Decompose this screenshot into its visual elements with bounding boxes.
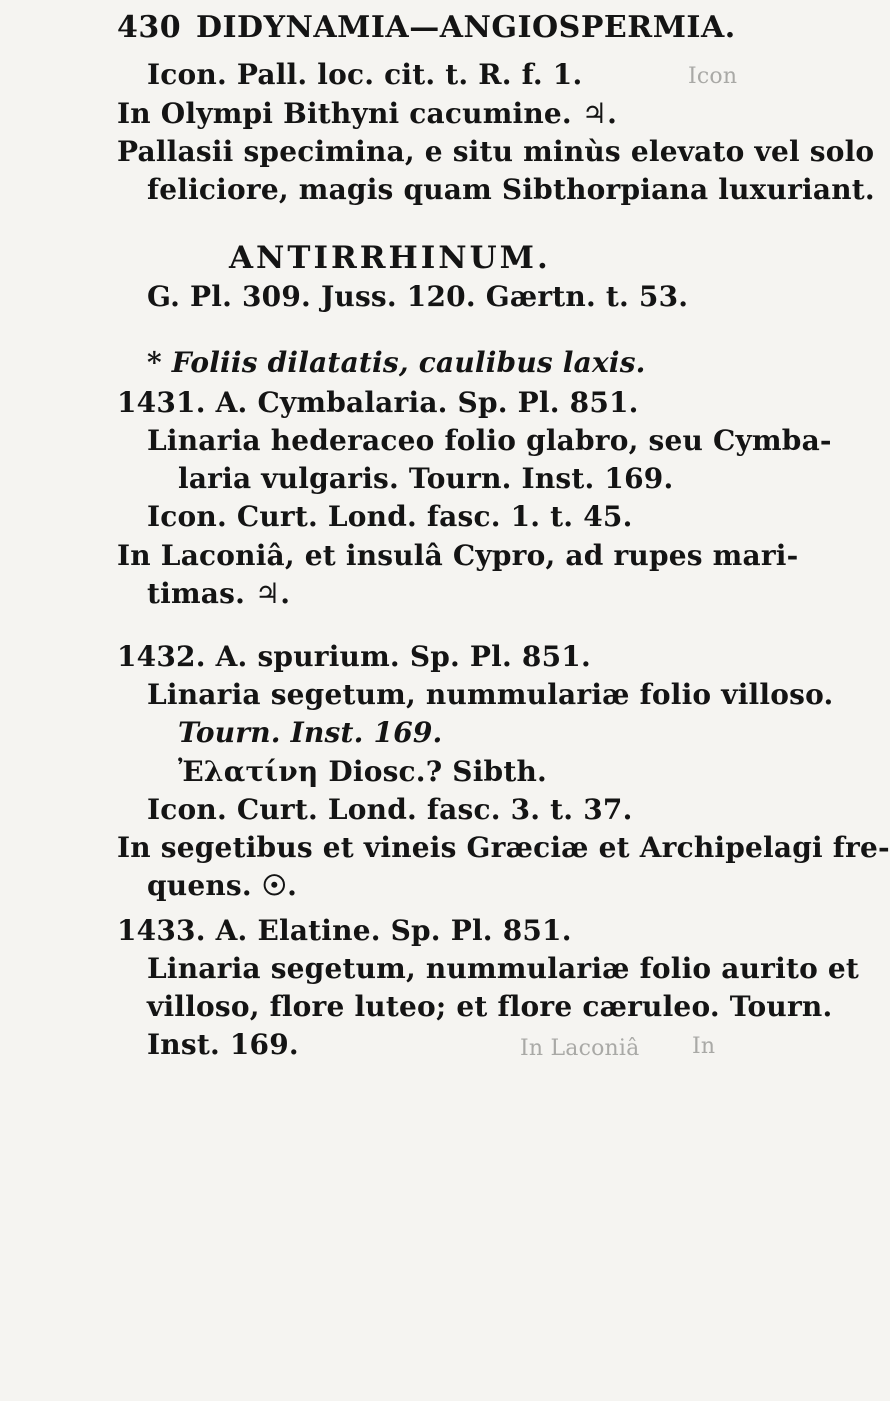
show-through-text: In Laconiâ [520, 1036, 640, 1061]
show-through-text: Icon [688, 64, 738, 89]
text-line: Icon. Pall. loc. cit. t. R. f. 1. [147, 58, 583, 91]
species-entry-heading: 1433. A. Elatine. Sp. Pl. 851. [117, 914, 572, 947]
text-line: villoso, flore luteo; et flore cæruleo. Tourn. [147, 990, 833, 1023]
text-line: Icon. Curt. Lond. fasc. 3. t. 37. [147, 793, 633, 826]
text-line: G. Pl. 309. Juss. 120. Gærtn. t. 53. [147, 280, 689, 313]
text-line: Pallasii specimina, e situ minùs elevato vel solo [117, 135, 875, 168]
text-line: Tourn. Inst. 169. [178, 716, 443, 749]
text-line: Icon. Curt. Lond. fasc. 1. t. 45. [147, 500, 633, 533]
species-entry-heading: 1431. A. Cymbalaria. Sp. Pl. 851. [117, 386, 639, 419]
text-line: laria vulgaris. Tourn. Inst. 169. [178, 462, 674, 495]
show-through-text: In [692, 1034, 716, 1059]
text-line: feliciore, magis quam Sibthorpiana luxuriant. [147, 173, 875, 206]
section-heading: * Foliis dilatatis, caulibus laxis. [147, 346, 646, 379]
genus-heading: ANTIRRHINUM. [229, 240, 551, 276]
species-entry-heading: 1432. A. spurium. Sp. Pl. 851. [117, 640, 591, 673]
running-title: DIDYNAMIA—ANGIOSPERMIA. [196, 10, 736, 45]
text-line: In segetibus et vineis Græciæ et Archipelagi fre- [117, 831, 890, 864]
text-line: Ἐλατίνη Diosc.? Sibth. [178, 755, 547, 788]
text-line: In Laconiâ, et insulâ Cypro, ad rupes mari- [117, 539, 799, 572]
text-line: quens. ☉. [147, 869, 298, 902]
text-line: Inst. 169. [147, 1028, 299, 1061]
page-number: 430 [117, 10, 182, 45]
text-line: Linaria segetum, nummulariæ folio aurito et [147, 952, 860, 985]
text-line: timas. ♃. [147, 577, 291, 610]
text-line: In Olympi Bithyni cacumine. ♃. [117, 97, 618, 130]
text-line: Linaria segetum, nummulariæ folio villoso. [147, 678, 834, 711]
text-line: Linaria hederaceo folio glabro, seu Cymba- [147, 424, 832, 457]
